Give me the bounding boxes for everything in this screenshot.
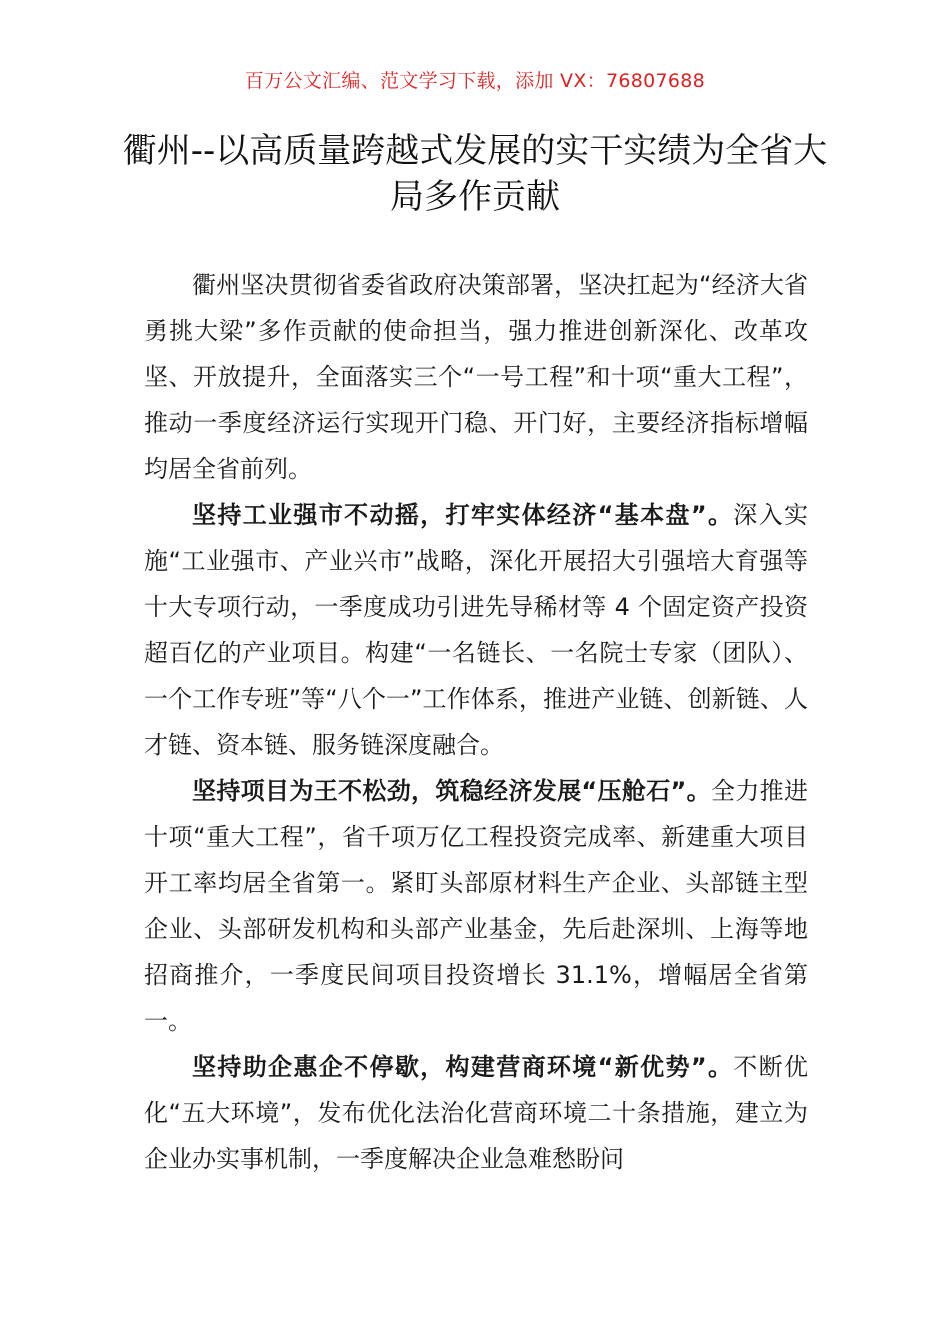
paragraph-text: 深入实施“工业强市、产业兴市”战略，深化开展招大引强培大育强等十大专项行动，一季度成功引进先导稀材等 4 个固定资产投资超百亿的产业项目。构建“一名链长、一名院士专家（团队）、一个工作专班”等“八个一”工作体系，推进产业链、创新链、人才链、资本链、服务链深度融合。 bbox=[144, 501, 809, 759]
paragraph-lead: 坚持助企惠企不停歇，构建营商环境“新优势”。 bbox=[192, 1053, 734, 1081]
paragraph-lead: 坚持工业强市不动摇，打牢实体经济“基本盘”。 bbox=[192, 501, 734, 529]
paragraph-lead: 坚持项目为王不松劲，筑稳经济发展“压舱石”。 bbox=[192, 777, 711, 805]
document-body bbox=[144, 262, 808, 1182]
header-note: 百万公文汇编、范文学习下载，添加 VX：76807688 bbox=[244, 70, 706, 92]
paragraph-intro bbox=[144, 262, 808, 492]
paragraph-text: 全力推进十项“重大工程”，省千项万亿工程投资完成率、新建重大项目开工率均居全省第一。紧盯头部原材料生产企业、头部链主型企业、头部研发机构和头部产业基金，先后赴深圳、上海等地招商推介，一季度民间项目投资增长 31.1%，增幅居全省第一。 bbox=[144, 777, 808, 1035]
paragraph-text: 衢州坚决贯彻省委省政府决策部署，坚决扛起为“经济大省勇挑大梁”多作贡献的使命担当，强力推进创新深化、改革攻坚、开放提升，全面落实三个“一号工程”和十项“重大工程”，推动一季度经济运行实现开门稳、开门好，主要经济指标增幅均居全省前列。 bbox=[144, 271, 808, 483]
paragraph-business-environment bbox=[144, 1044, 808, 1182]
paragraph-industry bbox=[144, 492, 808, 768]
document-title: 衢州--以高质量跨越式发展的实干实绩为全省大局多作贡献 bbox=[122, 131, 828, 217]
paragraph-text: 不断优化“五大环境”，发布优化法治化营商环境二十条措施，建立为企业办实事机制，一季度解决企业急难愁盼问 bbox=[144, 1053, 809, 1173]
paragraph-projects bbox=[144, 768, 808, 1044]
